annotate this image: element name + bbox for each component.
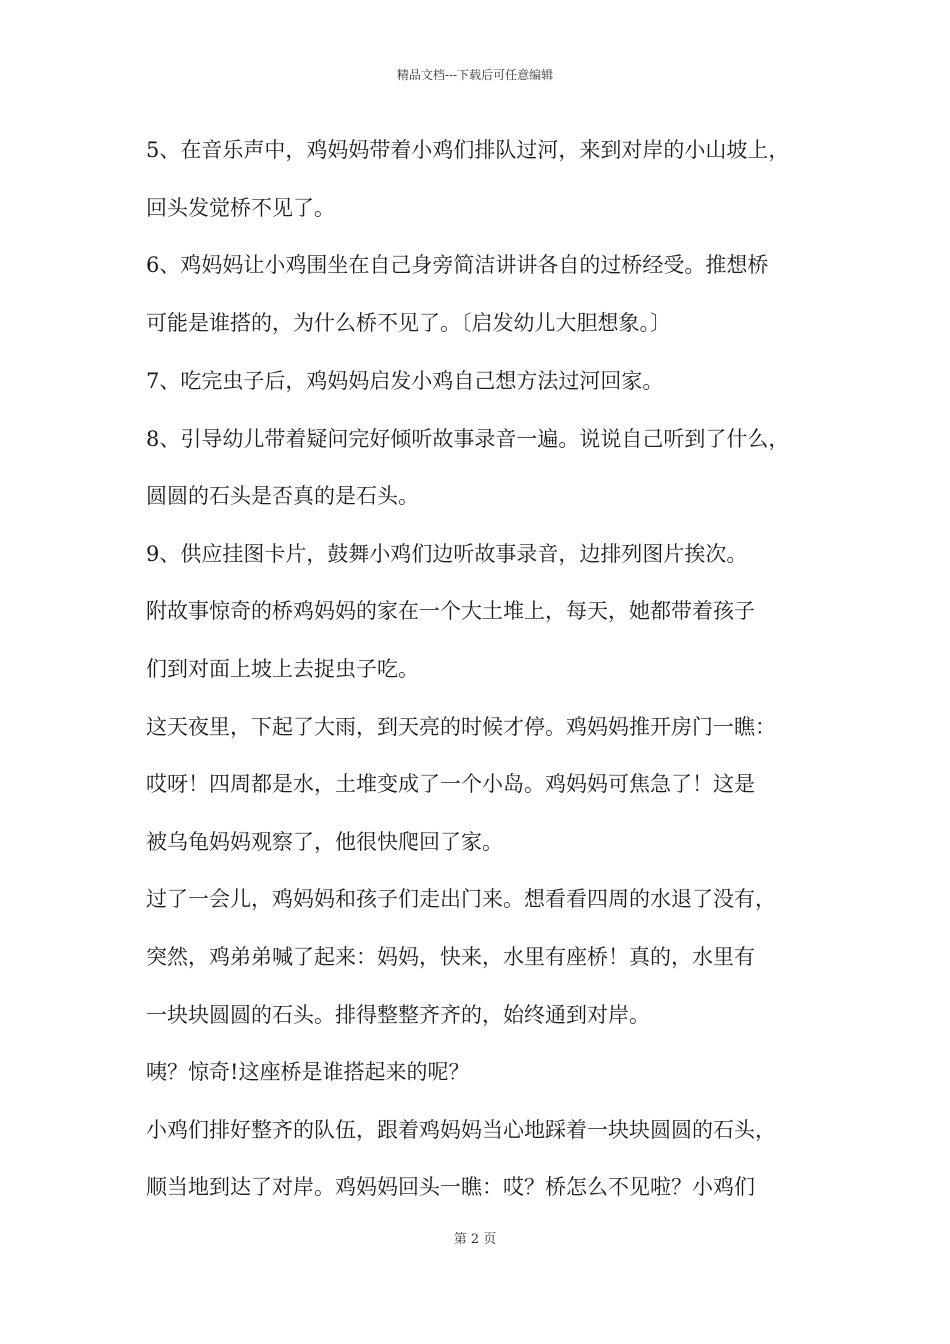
body-line: 附故事惊奇的桥鸡妈妈的家在一个大土堆上，每天，她都带着孩子 — [146, 599, 755, 623]
body-line: 顺当地到达了对岸。鸡妈妈回头一瞧：哎？桥怎么不见啦？小鸡们 — [146, 1175, 755, 1199]
body-line: 5、在音乐声中，鸡妈妈带着小鸡们排队过河，来到对岸的小山坡上， — [146, 138, 790, 162]
body-line: 咦？惊奇!这座桥是谁搭起来的呢？ — [146, 1060, 470, 1084]
body-line: 回头发觉桥不见了。 — [146, 196, 335, 220]
body-line: 这天夜里，下起了大雨，到天亮的时候才停。鸡妈妈推开房门一瞧： — [146, 715, 776, 739]
body-line: 突然，鸡弟弟喊了起来：妈妈，快来，水里有座桥！真的，水里有 — [146, 945, 755, 969]
body-line: 小鸡们排好整齐的队伍，跟着鸡妈妈当心地踩着一块块圆圆的石头， — [146, 1118, 776, 1142]
body-line: 7、吃完虫子后，鸡妈妈启发小鸡自己想方法过河回家。 — [146, 369, 664, 393]
body-line: 哎呀！四周都是水，土堆变成了一个小岛。鸡妈妈可焦急了！这是 — [146, 772, 755, 796]
body-line: 圆圆的石头是否真的是石头。 — [146, 484, 419, 508]
body-line: 6、鸡妈妈让小鸡围坐在自己身旁简洁讲讲各自的过桥经受。推想桥 — [146, 253, 769, 277]
body-line: 可能是谁搭的，为什么桥不见了。〔启发幼儿大胆想象。〕 — [146, 311, 671, 335]
body-line: 9、供应挂图卡片，鼓舞小鸡们边听故事录音，边排列图片挨次。 — [146, 542, 748, 566]
body-line: 8、引导幼儿带着疑问完好倾听故事录音一遍。说说自己听到了什么， — [146, 427, 790, 451]
body-line: 过了一会儿，鸡妈妈和孩子们走出门来。想看看四周的水退了没有， — [146, 887, 776, 911]
body-line: 被乌龟妈妈观察了，他很快爬回了家。 — [146, 830, 503, 854]
body-line: 们到对面上坡上去捉虫子吃。 — [146, 657, 419, 681]
body-line: 一块块圆圆的石头。排得整整齐齐的，始终通到对岸。 — [146, 1003, 650, 1027]
page-number: 第 2 页 — [453, 1232, 497, 1247]
page-header: 精品文档---下载后可任意编辑 — [396, 68, 554, 82]
